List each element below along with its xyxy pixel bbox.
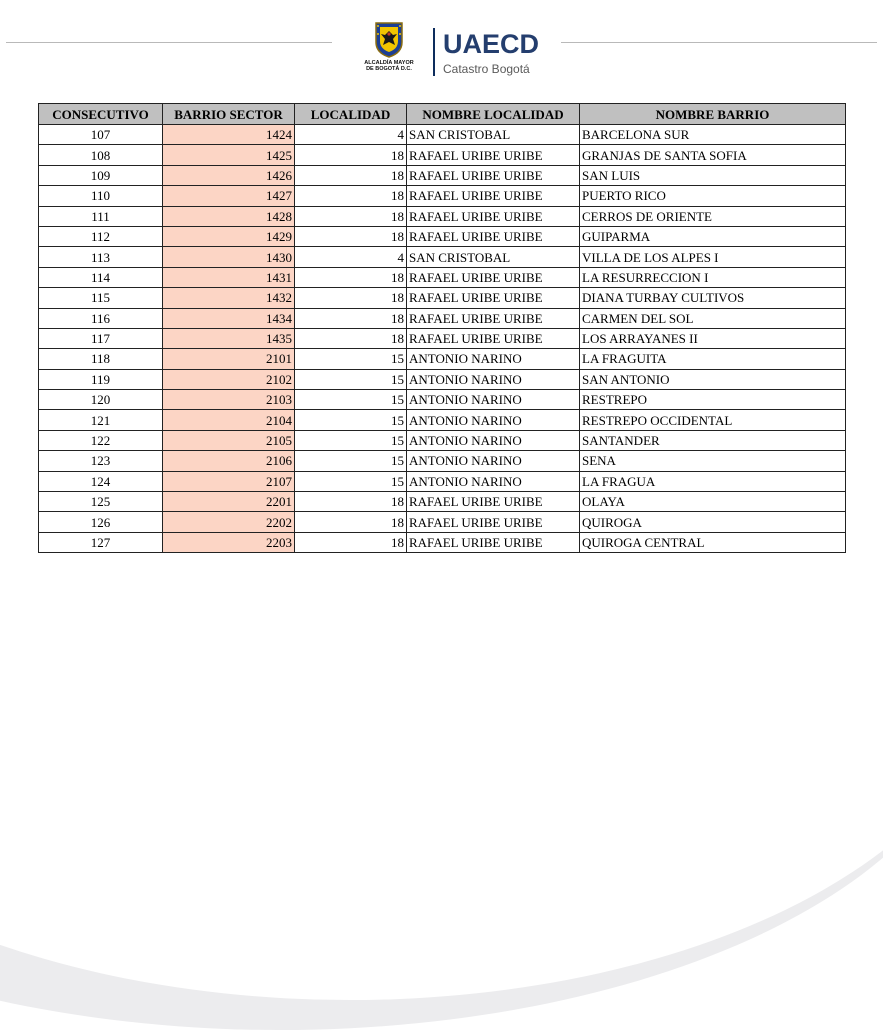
cell-consecutivo: 119 [39, 369, 163, 389]
table-row [39, 226, 846, 246]
cell-barrio-sector: 2203 [163, 532, 295, 552]
cell-consecutivo: 123 [39, 451, 163, 471]
table-header-row [39, 104, 846, 125]
table-row [39, 186, 846, 206]
cell-localidad: 15 [295, 369, 407, 389]
table-row [39, 410, 846, 430]
col-header-barrio-sector: BARRIO SECTOR [163, 104, 295, 125]
cell-nombre-barrio: BARCELONA SUR [580, 125, 846, 145]
cell-barrio-sector: 1435 [163, 328, 295, 348]
col-header-nombre-localidad: NOMBRE LOCALIDAD [407, 104, 580, 125]
header-rule-left [6, 42, 332, 43]
cell-nombre-localidad: ANTONIO NARINO [407, 430, 580, 450]
cell-consecutivo: 111 [39, 206, 163, 226]
cell-nombre-localidad: ANTONIO NARINO [407, 349, 580, 369]
cell-nombre-localidad: ANTONIO NARINO [407, 471, 580, 491]
cell-barrio-sector: 2104 [163, 410, 295, 430]
cell-barrio-sector: 2201 [163, 492, 295, 512]
cell-nombre-barrio: QUIROGA [580, 512, 846, 532]
cell-nombre-barrio: LA RESURRECCION I [580, 267, 846, 287]
brand-subtitle: Catastro Bogotá [443, 62, 530, 76]
cell-consecutivo: 115 [39, 288, 163, 308]
cell-localidad: 18 [295, 165, 407, 185]
cell-nombre-localidad: RAFAEL URIBE URIBE [407, 532, 580, 552]
cell-localidad: 18 [295, 145, 407, 165]
cell-nombre-barrio: GRANJAS DE SANTA SOFIA [580, 145, 846, 165]
cell-barrio-sector: 1427 [163, 186, 295, 206]
cell-nombre-barrio: DIANA TURBAY CULTIVOS [580, 288, 846, 308]
table-row [39, 492, 846, 512]
cell-consecutivo: 116 [39, 308, 163, 328]
col-header-consecutivo: CONSECUTIVO [39, 104, 163, 125]
cell-barrio-sector: 1429 [163, 226, 295, 246]
cell-nombre-localidad: RAFAEL URIBE URIBE [407, 186, 580, 206]
cell-localidad: 15 [295, 430, 407, 450]
cell-localidad: 18 [295, 267, 407, 287]
table-row [39, 349, 846, 369]
cell-nombre-barrio: SENA [580, 451, 846, 471]
cell-nombre-barrio: LA FRAGUA [580, 471, 846, 491]
cell-localidad: 18 [295, 226, 407, 246]
cell-localidad: 18 [295, 186, 407, 206]
cell-nombre-localidad: RAFAEL URIBE URIBE [407, 492, 580, 512]
cell-localidad: 18 [295, 308, 407, 328]
cell-localidad: 15 [295, 451, 407, 471]
cell-localidad: 15 [295, 390, 407, 410]
table-row [39, 369, 846, 389]
table-row [39, 288, 846, 308]
cell-nombre-barrio: GUIPARMA [580, 226, 846, 246]
brand-title: UAECD [443, 29, 540, 59]
cell-nombre-barrio: SANTANDER [580, 430, 846, 450]
cell-barrio-sector: 2106 [163, 451, 295, 471]
table-row [39, 206, 846, 226]
table-row [39, 328, 846, 348]
cell-barrio-sector: 1430 [163, 247, 295, 267]
col-header-localidad: LOCALIDAD [295, 104, 407, 125]
cell-nombre-barrio: CARMEN DEL SOL [580, 308, 846, 328]
cell-nombre-localidad: RAFAEL URIBE URIBE [407, 328, 580, 348]
cell-nombre-localidad: RAFAEL URIBE URIBE [407, 165, 580, 185]
cell-nombre-localidad: ANTONIO NARINO [407, 369, 580, 389]
cell-consecutivo: 109 [39, 165, 163, 185]
cell-barrio-sector: 1432 [163, 288, 295, 308]
alcaldia-line-1: ALCALDÍA MAYOR [364, 60, 414, 66]
cell-localidad: 15 [295, 349, 407, 369]
cell-consecutivo: 113 [39, 247, 163, 267]
alcaldia-line-2: DE BOGOTÁ D.C. [366, 66, 412, 72]
cell-barrio-sector: 1428 [163, 206, 295, 226]
table-row [39, 390, 846, 410]
cell-localidad: 18 [295, 512, 407, 532]
table-row [39, 471, 846, 491]
bogota-logo [360, 22, 418, 78]
cell-nombre-barrio: SAN LUIS [580, 165, 846, 185]
cell-consecutivo: 117 [39, 328, 163, 348]
cell-localidad: 18 [295, 288, 407, 308]
cell-consecutivo: 110 [39, 186, 163, 206]
cell-nombre-barrio: QUIROGA CENTRAL [580, 532, 846, 552]
cell-consecutivo: 107 [39, 125, 163, 145]
cell-barrio-sector: 1431 [163, 267, 295, 287]
cell-consecutivo: 122 [39, 430, 163, 450]
header-rule-right [561, 42, 877, 43]
table-row [39, 125, 846, 145]
cell-nombre-barrio: VILLA DE LOS ALPES I [580, 247, 846, 267]
table-row [39, 532, 846, 552]
table-row [39, 165, 846, 185]
page-header [0, 0, 883, 95]
cell-nombre-localidad: RAFAEL URIBE URIBE [407, 145, 580, 165]
cell-consecutivo: 126 [39, 512, 163, 532]
cell-consecutivo: 114 [39, 267, 163, 287]
table-row [39, 451, 846, 471]
cell-localidad: 15 [295, 410, 407, 430]
cell-nombre-localidad: RAFAEL URIBE URIBE [407, 288, 580, 308]
cell-consecutivo: 120 [39, 390, 163, 410]
cell-nombre-localidad: ANTONIO NARINO [407, 390, 580, 410]
cell-barrio-sector: 2202 [163, 512, 295, 532]
cell-consecutivo: 121 [39, 410, 163, 430]
cell-consecutivo: 125 [39, 492, 163, 512]
bogota-shield-icon [374, 22, 404, 58]
cell-nombre-localidad: RAFAEL URIBE URIBE [407, 206, 580, 226]
cell-barrio-sector: 2101 [163, 349, 295, 369]
cell-nombre-localidad: RAFAEL URIBE URIBE [407, 267, 580, 287]
cell-consecutivo: 124 [39, 471, 163, 491]
table-row [39, 308, 846, 328]
table-row [39, 145, 846, 165]
cell-consecutivo: 108 [39, 145, 163, 165]
cell-nombre-localidad: ANTONIO NARINO [407, 451, 580, 471]
cell-nombre-localidad: SAN CRISTOBAL [407, 247, 580, 267]
cell-consecutivo: 112 [39, 226, 163, 246]
alcaldia-label [360, 60, 418, 72]
cell-nombre-localidad: RAFAEL URIBE URIBE [407, 308, 580, 328]
cell-barrio-sector: 2105 [163, 430, 295, 450]
col-header-nombre-barrio: NOMBRE BARRIO [580, 104, 846, 125]
cell-consecutivo: 127 [39, 532, 163, 552]
cell-barrio-sector: 1434 [163, 308, 295, 328]
cell-localidad: 18 [295, 206, 407, 226]
cell-nombre-barrio: CERROS DE ORIENTE [580, 206, 846, 226]
brand-divider [433, 28, 435, 76]
cell-nombre-barrio: RESTREPO [580, 390, 846, 410]
cell-localidad: 18 [295, 492, 407, 512]
cell-nombre-barrio: RESTREPO OCCIDENTAL [580, 410, 846, 430]
cell-nombre-barrio: LOS ARRAYANES II [580, 328, 846, 348]
table-row [39, 267, 846, 287]
table-row [39, 247, 846, 267]
cell-consecutivo: 118 [39, 349, 163, 369]
cell-nombre-localidad: RAFAEL URIBE URIBE [407, 512, 580, 532]
table-row [39, 512, 846, 532]
cell-localidad: 15 [295, 471, 407, 491]
cell-nombre-barrio: OLAYA [580, 492, 846, 512]
cell-nombre-barrio: PUERTO RICO [580, 186, 846, 206]
cell-barrio-sector: 1426 [163, 165, 295, 185]
cell-barrio-sector: 2102 [163, 369, 295, 389]
cell-nombre-localidad: SAN CRISTOBAL [407, 125, 580, 145]
cell-nombre-barrio: LA FRAGUITA [580, 349, 846, 369]
cell-nombre-barrio: SAN ANTONIO [580, 369, 846, 389]
cell-barrio-sector: 2103 [163, 390, 295, 410]
cell-barrio-sector: 1425 [163, 145, 295, 165]
cell-localidad: 4 [295, 125, 407, 145]
barrios-table [38, 103, 846, 553]
cell-nombre-localidad: ANTONIO NARINO [407, 410, 580, 430]
cell-localidad: 4 [295, 247, 407, 267]
cell-barrio-sector: 1424 [163, 125, 295, 145]
cell-barrio-sector: 2107 [163, 471, 295, 491]
cell-localidad: 18 [295, 328, 407, 348]
cell-localidad: 18 [295, 532, 407, 552]
cell-nombre-localidad: RAFAEL URIBE URIBE [407, 226, 580, 246]
table-row [39, 430, 846, 450]
